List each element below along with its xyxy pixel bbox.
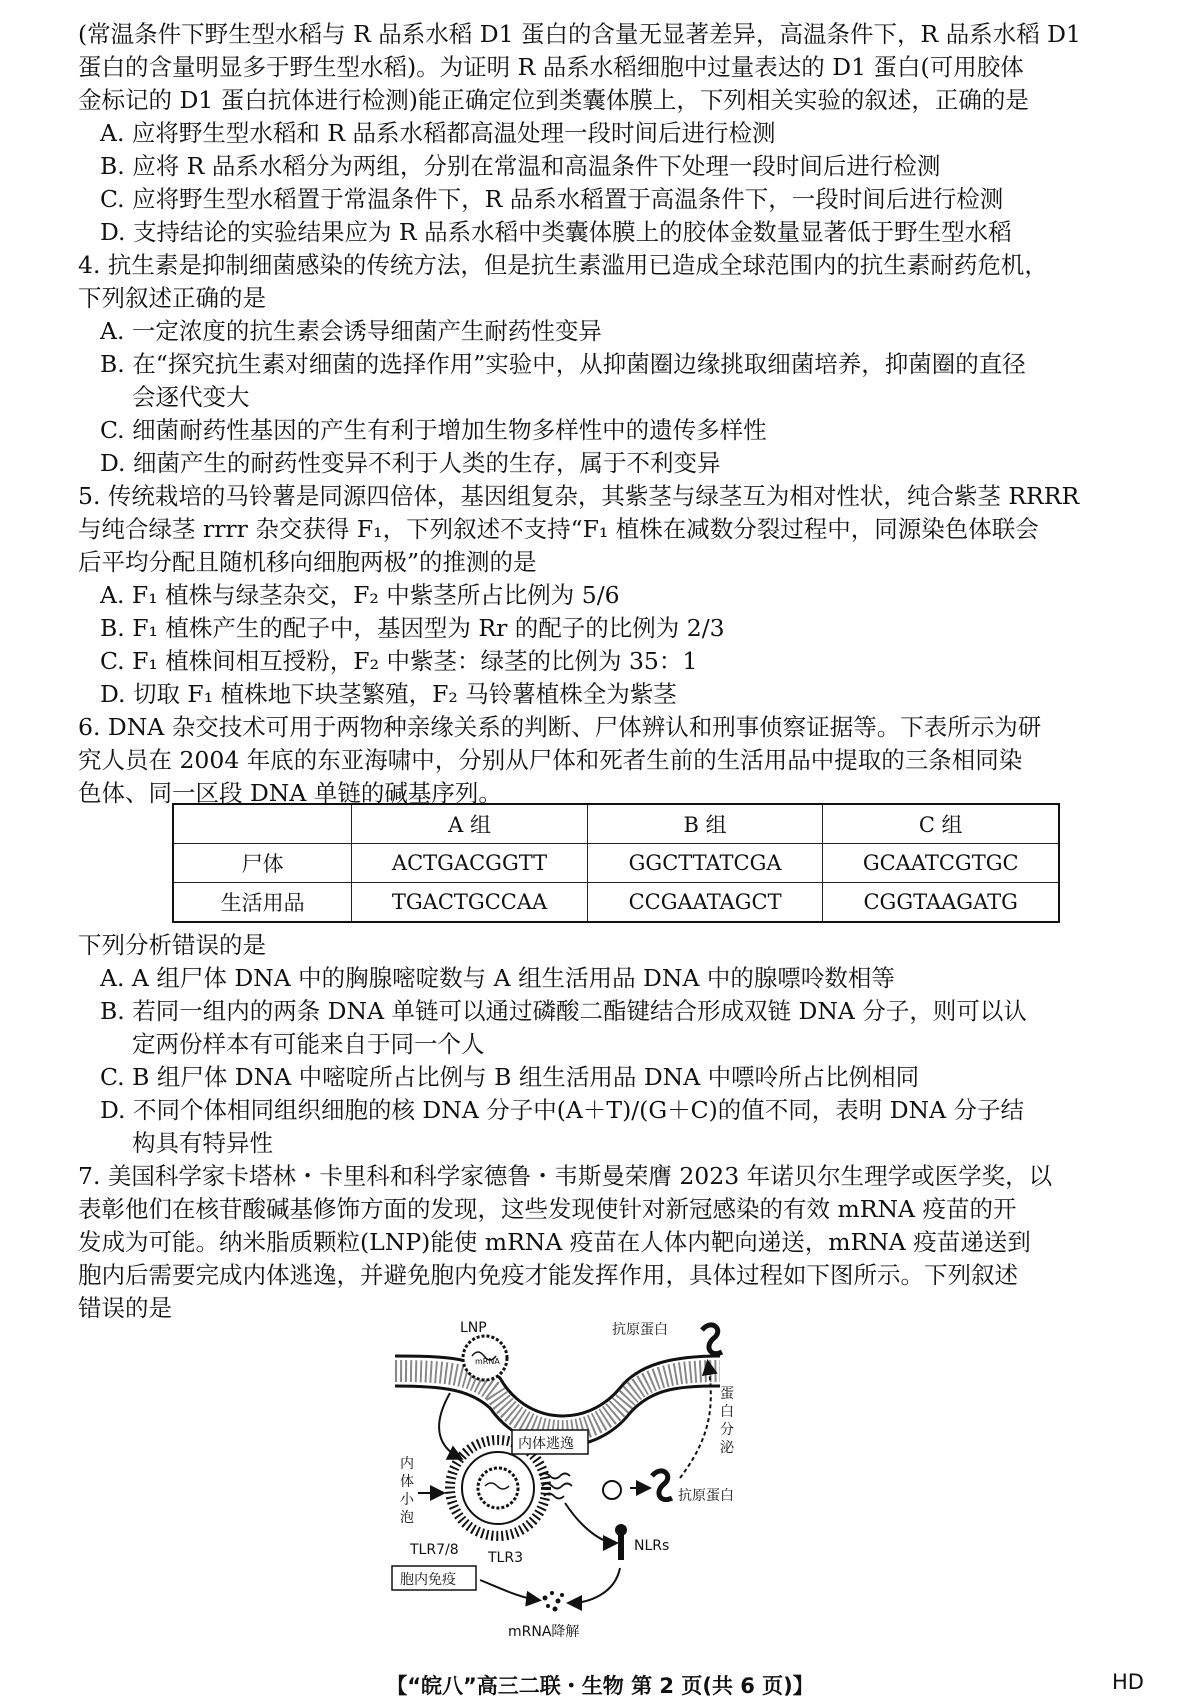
secretion-char-2: 白	[720, 1404, 734, 1420]
antigen-top-icon	[702, 1325, 722, 1354]
footer-code: HD	[1112, 1670, 1144, 1694]
endosome-char-3: 小	[400, 1492, 414, 1508]
q6-stem-line-1: 6. DNA 杂交技术可用于两物种亲缘关系的判断、尸体辨认和刑事侦察证据等。下表所示为研	[78, 713, 1042, 741]
antigen-mid-icon	[652, 1471, 672, 1500]
antigen-mid-label: 抗原蛋白	[678, 1488, 734, 1504]
table-cell: GCAATCGTGC	[823, 844, 1059, 883]
degrade-label: mRNA降解	[508, 1624, 580, 1640]
table-cell: TGACTGCCAA	[352, 883, 588, 923]
table-cell: CCGAATAGCT	[587, 883, 823, 923]
table-cell: CGGTAAGATG	[823, 883, 1059, 923]
q6-option-b-cont: 定两份样本有可能来自于同一个人	[132, 1030, 485, 1058]
table-header-cell: B 组	[587, 804, 823, 844]
lnp-label: LNP	[460, 1320, 487, 1336]
q5-stem-line-3: 后平均分配且随机移向细胞两极”的推测的是	[78, 548, 537, 576]
table-cell: 尸体	[173, 844, 352, 883]
table-header-row	[173, 804, 1059, 844]
q5-option-d: D. 切取 F₁ 植株地下块茎繁殖，F₂ 马铃薯植株全为紫茎	[100, 680, 677, 708]
q3-option-a: A. 应将野生型水稻和 R 品系水稻都高温处理一段时间后进行检测	[100, 119, 776, 147]
table-header-cell: A 组	[352, 804, 588, 844]
q4-option-d: D. 细菌产生的耐药性变异不利于人类的生存，属于不利变异	[100, 449, 721, 477]
tlr78-label: TLR7/8	[410, 1542, 459, 1558]
q4-stem-line-1: 4. 抗生素是抑制细菌感染的传统方法，但是抗生素滥用已造成全球范围内的抗生素耐药危机，	[78, 251, 1048, 279]
escape-label: 内体逃逸	[518, 1436, 574, 1452]
q7-stem-line-3: 发成为可能。纳米脂质颗粒(LNP)能使 mRNA 疫苗在人体内靶向递送，mRNA 疫苗递送到	[78, 1228, 1031, 1256]
tlr3-label: TLR3	[488, 1550, 523, 1566]
endosome-char-2: 体	[400, 1474, 414, 1490]
table-header-cell: C 组	[823, 804, 1059, 844]
q5-option-b: B. F₁ 植株产生的配子中，基因型为 Rr 的配子的比例为 2/3	[100, 614, 725, 642]
immune-arrow	[480, 1580, 538, 1600]
lnp-mrna-label: mRNA	[475, 1357, 500, 1366]
q6-stem-2: 下列分析错误的是	[78, 931, 266, 959]
q4-stem-line-2: 下列叙述正确的是	[78, 284, 266, 312]
q7-stem-line-4: 胞内后需要完成内体逃逸，并避免胞内免疫才能发挥作用，具体过程如下图所示。下列叙述	[78, 1261, 1018, 1289]
q3-stem-line-2: 蛋白的含量明显多于野生型水稻)。为证明 R 品系水稻细胞中过量表达的 D1 蛋白(可用胶体	[78, 53, 1024, 81]
lnp-particle	[463, 1336, 507, 1380]
q4-option-a: A. 一定浓度的抗生素会诱导细菌产生耐药性变异	[100, 317, 602, 345]
q6-option-c: C. B 组尸体 DNA 中嘧啶所占比例与 B 组生活用品 DNA 中嘌呤所占比例相同	[100, 1063, 920, 1091]
nlr-degrade-arrow	[570, 1568, 620, 1603]
table-cell: GGCTTATCGA	[587, 844, 823, 883]
q7-stem-line-1: 7. 美国科学家卡塔林・卡里科和科学家德鲁・韦斯曼荣膺 2023 年诺贝尔生理学或医学奖，以	[78, 1162, 1053, 1190]
q6-option-b: B. 若同一组内的两条 DNA 单链可以通过磷酸二酯键结合形成双链 DNA 分子，则可以认	[100, 997, 1027, 1025]
mrna-vaccine-diagram	[390, 1318, 810, 1648]
q3-option-d: D. 支持结论的实验结果应为 R 品系水稻中类囊体膜上的胶体金数量显著低于野生型水稻	[100, 218, 1012, 246]
endosome-char-1: 内	[400, 1456, 414, 1472]
q7-stem-line-2: 表彰他们在核苷酸碱基修饰方面的发现，这些发现使针对新冠感染的有效 mRNA 疫苗的开	[78, 1195, 1017, 1223]
q4-option-c: C. 细菌耐药性基因的产生有利于增加生物多样性中的遗传多样性	[100, 416, 767, 444]
table-row	[173, 844, 1059, 883]
table-cell: ACTGACGGTT	[352, 844, 588, 883]
secretion-char-1: 蛋	[720, 1386, 734, 1402]
q4-option-b: B. 在“探究抗生素对细菌的选择作用”实验中，从抑菌圈边缘挑取细菌培养，抑菌圈的直径	[100, 350, 1026, 378]
q5-option-c: C. F₁ 植株间相互授粉，F₂ 中紫茎：绿茎的比例为 35：1	[100, 647, 698, 675]
table-cell: 生活用品	[173, 883, 352, 923]
nlrs-label: NLRs	[634, 1538, 670, 1554]
entry-arrow	[439, 1393, 460, 1458]
ribosome-icon	[603, 1481, 621, 1499]
table-row	[173, 883, 1059, 923]
q6-option-d-cont: 构具有特异性	[132, 1129, 273, 1157]
q6-stem-line-2: 究人员在 2004 年底的东亚海啸中，分别从尸体和死者生前的生活用品中提取的三条相同染	[78, 746, 1023, 774]
q3-option-b: B. 应将 R 品系水稻分为两组，分别在常温和高温条件下处理一段时间后进行检测	[100, 152, 941, 180]
table-header-cell	[173, 804, 352, 844]
q3-stem-line-3: 金标记的 D1 蛋白抗体进行检测)能正确定位到类囊体膜上，下列相关实验的叙述，正确的是	[78, 86, 1029, 114]
q6-option-d: D. 不同个体相同组织细胞的核 DNA 分子中(A＋T)/(G＋C)的值不同，表明 DNA 分子结	[100, 1096, 1025, 1124]
degraded-mrna-icon	[543, 1591, 565, 1612]
q6-stem-line-3: 色体、同一区段 DNA 单链的碱基序列。	[78, 779, 502, 807]
q5-option-a: A. F₁ 植株与绿茎杂交，F₂ 中紫茎所占比例为 5/6	[100, 581, 620, 609]
q3-option-c: C. 应将野生型水稻置于常温条件下，R 品系水稻置于高温条件下，一段时间后进行检测	[100, 185, 1004, 213]
immune-label: 胞内免疫	[400, 1572, 456, 1588]
q3-stem-line-1: (常温条件下野生型水稻与 R 品系水稻 D1 蛋白的含量无显著差异，高温条件下，R 品系水稻 D1	[78, 20, 1081, 48]
q5-stem-line-1: 5. 传统栽培的马铃薯是同源四倍体，基因组复杂，其紫茎与绿茎互为相对性状，纯合紫茎 RRRR	[78, 482, 1080, 510]
dna-sequence-table	[172, 803, 1060, 923]
q5-stem-line-2: 与纯合绿茎 rrrr 杂交获得 F₁，下列叙述不支持“F₁ 植株在减数分裂过程中，同源染色体联会	[78, 515, 1039, 543]
antigen-top-label: 抗原蛋白	[612, 1322, 668, 1338]
q4-option-b-cont: 会逐代变大	[132, 383, 250, 411]
q6-option-a: A. A 组尸体 DNA 中的胸腺嘧啶数与 A 组生活用品 DNA 中的腺嘌呤数相等	[100, 964, 895, 992]
nlr-arrow	[565, 1503, 615, 1543]
endosome-char-4: 泡	[400, 1510, 414, 1526]
secretion-char-3: 分	[720, 1422, 734, 1438]
secretion-char-4: 泌	[720, 1440, 734, 1456]
page-footer: 【“皖八”高三二联・生物 第 2 页(共 6 页)】	[386, 1674, 814, 1698]
q7-stem-line-5: 错误的是	[78, 1294, 172, 1322]
